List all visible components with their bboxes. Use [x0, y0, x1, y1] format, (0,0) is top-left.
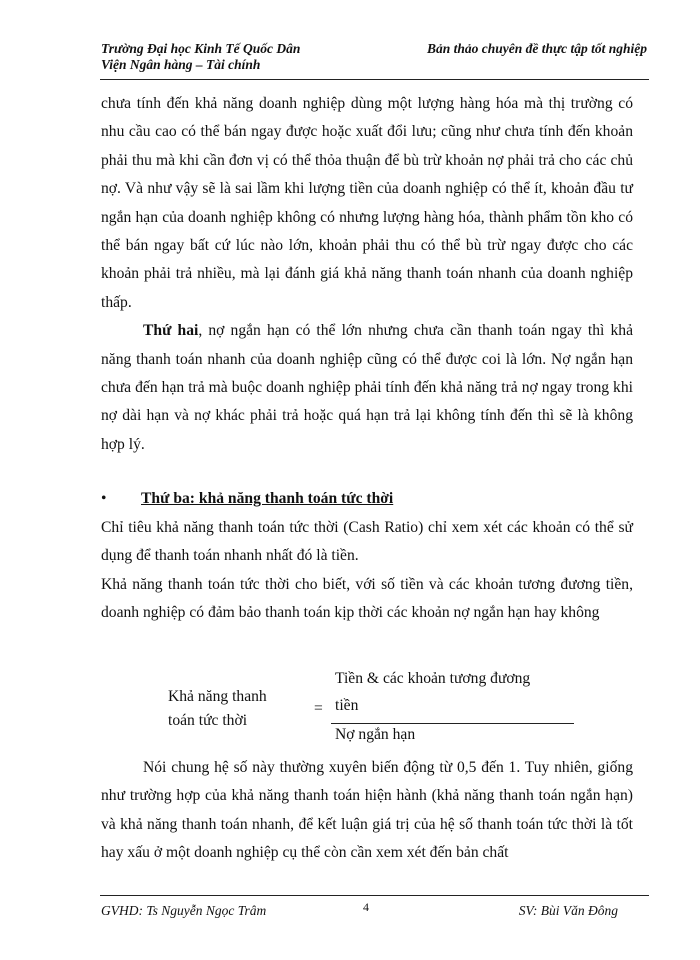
- paragraph-cash-ratio-meaning: Khả năng thanh toán tức thời cho biết, với số tiền và các khoản tương đương tiền, doanh nghiệp có đảm bảo thanh toán kịp thời các khoản nợ ngắn hạn hay không: [101, 575, 633, 621]
- main-body-continued: [101, 754, 633, 868]
- paragraph-continuation: chưa tính đến khả năng doanh nghiệp dùng một lượng hàng hóa mà thị trường có nhu cầu cao có thể bán ngay được hoặc xuất đổi lưu; cũng như chưa tính đến khoản phải thu mà khi cần đơn vị có thể thỏa thuận để bù trừ khoản nợ phải trả cho các chủ nợ. Và như vậy sẽ là sai lầm khi lượng tiền của doanh nghiệp có thể ít, khoản đầu tư ngắn hạn của doanh nghiệp không có nhưng lượng hàng hóa, thành phẩm tồn kho có thể bán ngay bất cứ lúc nào lớn, khoản phải thu có thể bù trừ ngay được cho các khoản phải trả nhiều, mà lại đánh giá khả năng thanh toán nhanh của doanh nghiệp thấp.: [101, 95, 633, 311]
- cash-ratio-formula: [101, 664, 661, 744]
- formula-fraction-bar: [331, 723, 574, 724]
- paragraph-second-point: [101, 317, 633, 459]
- spacer: [101, 459, 633, 485]
- footer-divider: [100, 895, 649, 896]
- header-divider: [100, 79, 649, 80]
- formula-denominator: Nợ ngắn hạn: [335, 726, 416, 743]
- second-point-text: , nợ ngắn hạn có thể lớn nhưng chưa cần thanh toán ngay thì khả năng thanh toán nhanh của doanh nghiệp cũng có thể được coi là lớn. Nợ ngắn hạn chưa đến hạn trả mà buộc doanh nghiệp phải tính đến khả năng trả nợ ngay trong khi nợ dài hạn và nợ khác phải trả hoặc quá hạn trả lại không tính đến thì sẽ là không hợp lý.: [101, 322, 634, 453]
- bullet-heading: [101, 485, 633, 513]
- page-number: 4: [363, 900, 369, 914]
- formula-numerator-line2: tiền: [335, 697, 359, 714]
- section-heading: Thứ ba: khả năng thanh toán tức thời: [141, 490, 394, 508]
- bullet-icon: •: [101, 490, 107, 508]
- header-document-title: Bản thảo chuyên đề thực tập tốt nghiệp: [427, 41, 647, 56]
- header-university: Trường Đại học Kinh Tế Quốc Dân: [101, 41, 301, 56]
- paragraph-cash-ratio-definition: Chỉ tiêu khả năng thanh toán tức thời (Cash Ratio) chỉ xem xét các khoản có thể sử dụng để thanh toán nhanh nhất đó là tiền.: [101, 518, 633, 565]
- header-left: [101, 41, 300, 73]
- main-body: [101, 90, 633, 627]
- footer-supervisor: GVHD: Ts Nguyễn Ngọc Trâm: [101, 903, 267, 918]
- footer-student: SV: Bùi Văn Đông: [518, 903, 618, 918]
- formula-equals: =: [314, 700, 323, 717]
- formula-label-line1: Khả năng thanh: [168, 688, 267, 705]
- second-point-lead: Thứ hai: [143, 322, 199, 340]
- header-institute: Viện Ngân hàng – Tài chính: [101, 57, 261, 72]
- formula-numerator-line1: Tiền & các khoản tương đương: [335, 670, 531, 687]
- formula-label-line2: toán tức thời: [168, 712, 248, 729]
- paragraph-ratio-range: Nói chung hệ số này thường xuyên biến động từ 0,5 đến 1. Tuy nhiên, giống như trường hợp của khả năng thanh toán hiện hành (khả năng thanh toán ngắn hạn) và khả năng thanh toán nhanh, để kết luận giá trị của hệ số thanh toán tức thời là tốt hay xấu ở một doanh nghiệp cụ thể còn cần xem xét đến bản chất: [101, 759, 633, 862]
